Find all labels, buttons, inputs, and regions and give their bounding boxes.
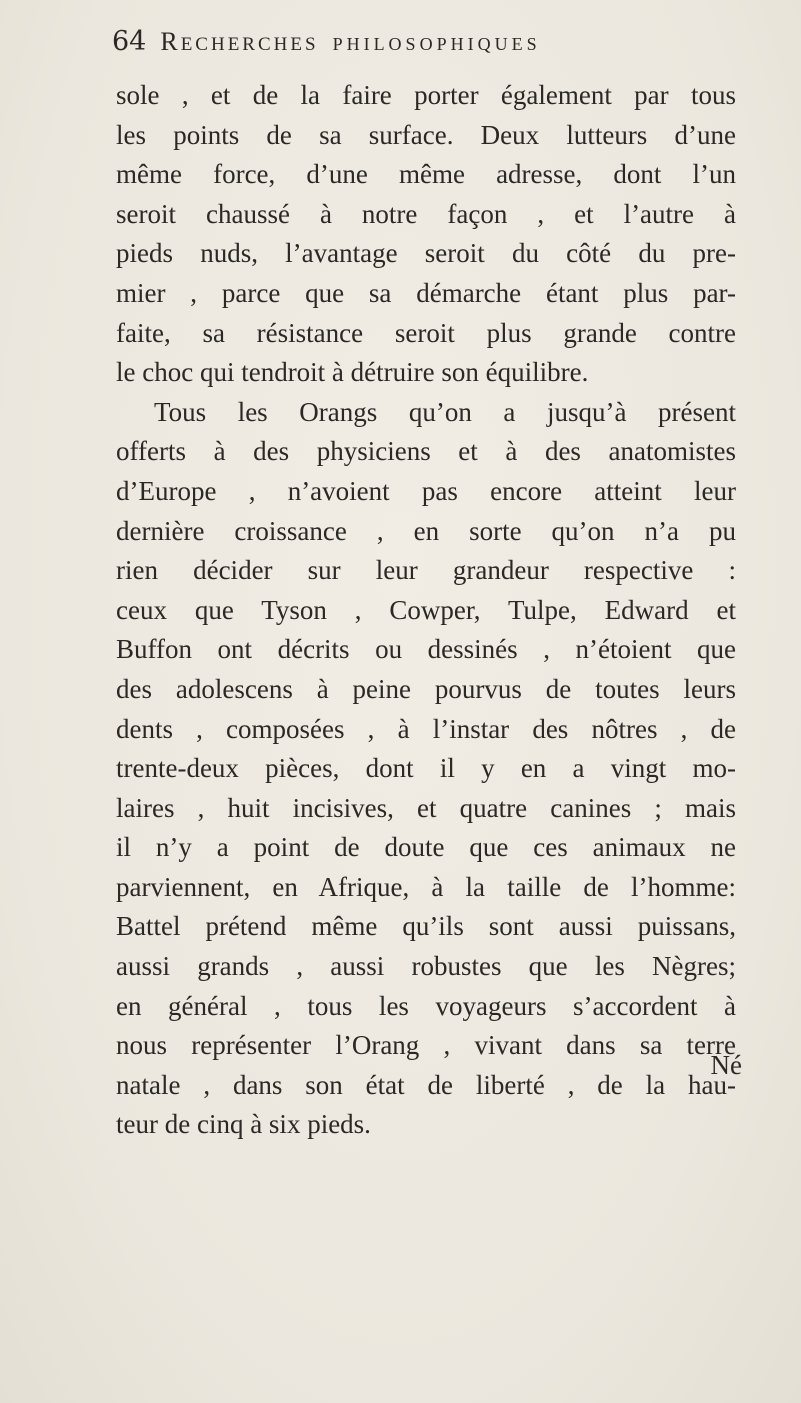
text-line: le choc qui tendroit à détruire son équilibre. (116, 357, 589, 388)
catchword: Né (710, 1050, 742, 1080)
page-number: 64 (112, 26, 147, 57)
text-line: d’Europe , n’avoient pas encore atteint leur (116, 475, 736, 506)
running-head-sub: PHILOSOPHIQUES (332, 34, 541, 54)
text-line: il n’y a point de doute que ces animaux ne (116, 832, 736, 863)
text-line: laires , huit incisives, et quatre canines ; mais (116, 792, 736, 823)
text-line: ceux que Tyson , Cowper, Tulpe, Edward et (116, 594, 736, 625)
text-line: rien décider sur leur grandeur respective : (116, 555, 736, 586)
text-line: en général , tous les voyageurs s’accordent à (116, 990, 736, 1021)
text-line: pieds nuds, l’avantage seroit du côté du pre- (116, 238, 736, 269)
text-line: même force, d’une même adresse, dont l’un (116, 159, 736, 190)
text-line: mier , parce que sa démarche étant plus par- (116, 277, 736, 308)
text-line: offerts à des physiciens et à des anatomistes (116, 436, 736, 467)
text-line: dents , composées , à l’instar des nôtres , de (116, 713, 736, 744)
text-line: des adolescens à peine pourvus de toutes leurs (116, 673, 736, 704)
text-line: les points de sa surface. Deux lutteurs d’une (116, 119, 736, 150)
text-line: nous représenter l’Orang , vivant dans sa terre (116, 1030, 736, 1061)
running-head (160, 27, 540, 57)
text-line: Buffon ont décrits ou dessinés , n’étoient que (116, 634, 736, 665)
text-line: dernière croissance , en sorte qu’on n’a pu (116, 515, 736, 546)
text-line: aussi grands , aussi robustes que les Nègres; (116, 951, 736, 982)
text-line: teur de cinq à six pieds. (116, 1109, 371, 1140)
text-line: sole , et de la faire porter également par tous (116, 80, 736, 110)
text-line: natale , dans son état de liberté , de la hau- (116, 1069, 736, 1100)
text-line: parviennent, en Afrique, à la taille de l’homme: (116, 871, 736, 902)
body-text (116, 76, 736, 1145)
running-head-initial: R (160, 27, 181, 56)
text-line: trente-deux pièces, dont il y en a vingt mo- (116, 753, 736, 784)
text-line: seroit chaussé à notre façon , et l’autre à (116, 198, 736, 229)
text-line: Battel prétend même qu’ils sont aussi puissans, (116, 911, 736, 942)
text-line: Tous les Orangs qu’on a jusqu’à présent (154, 396, 736, 427)
running-head-rest: ECHERCHES (180, 34, 319, 55)
text-line: faite, sa résistance seroit plus grande contre (116, 317, 736, 348)
page-header (112, 26, 732, 70)
